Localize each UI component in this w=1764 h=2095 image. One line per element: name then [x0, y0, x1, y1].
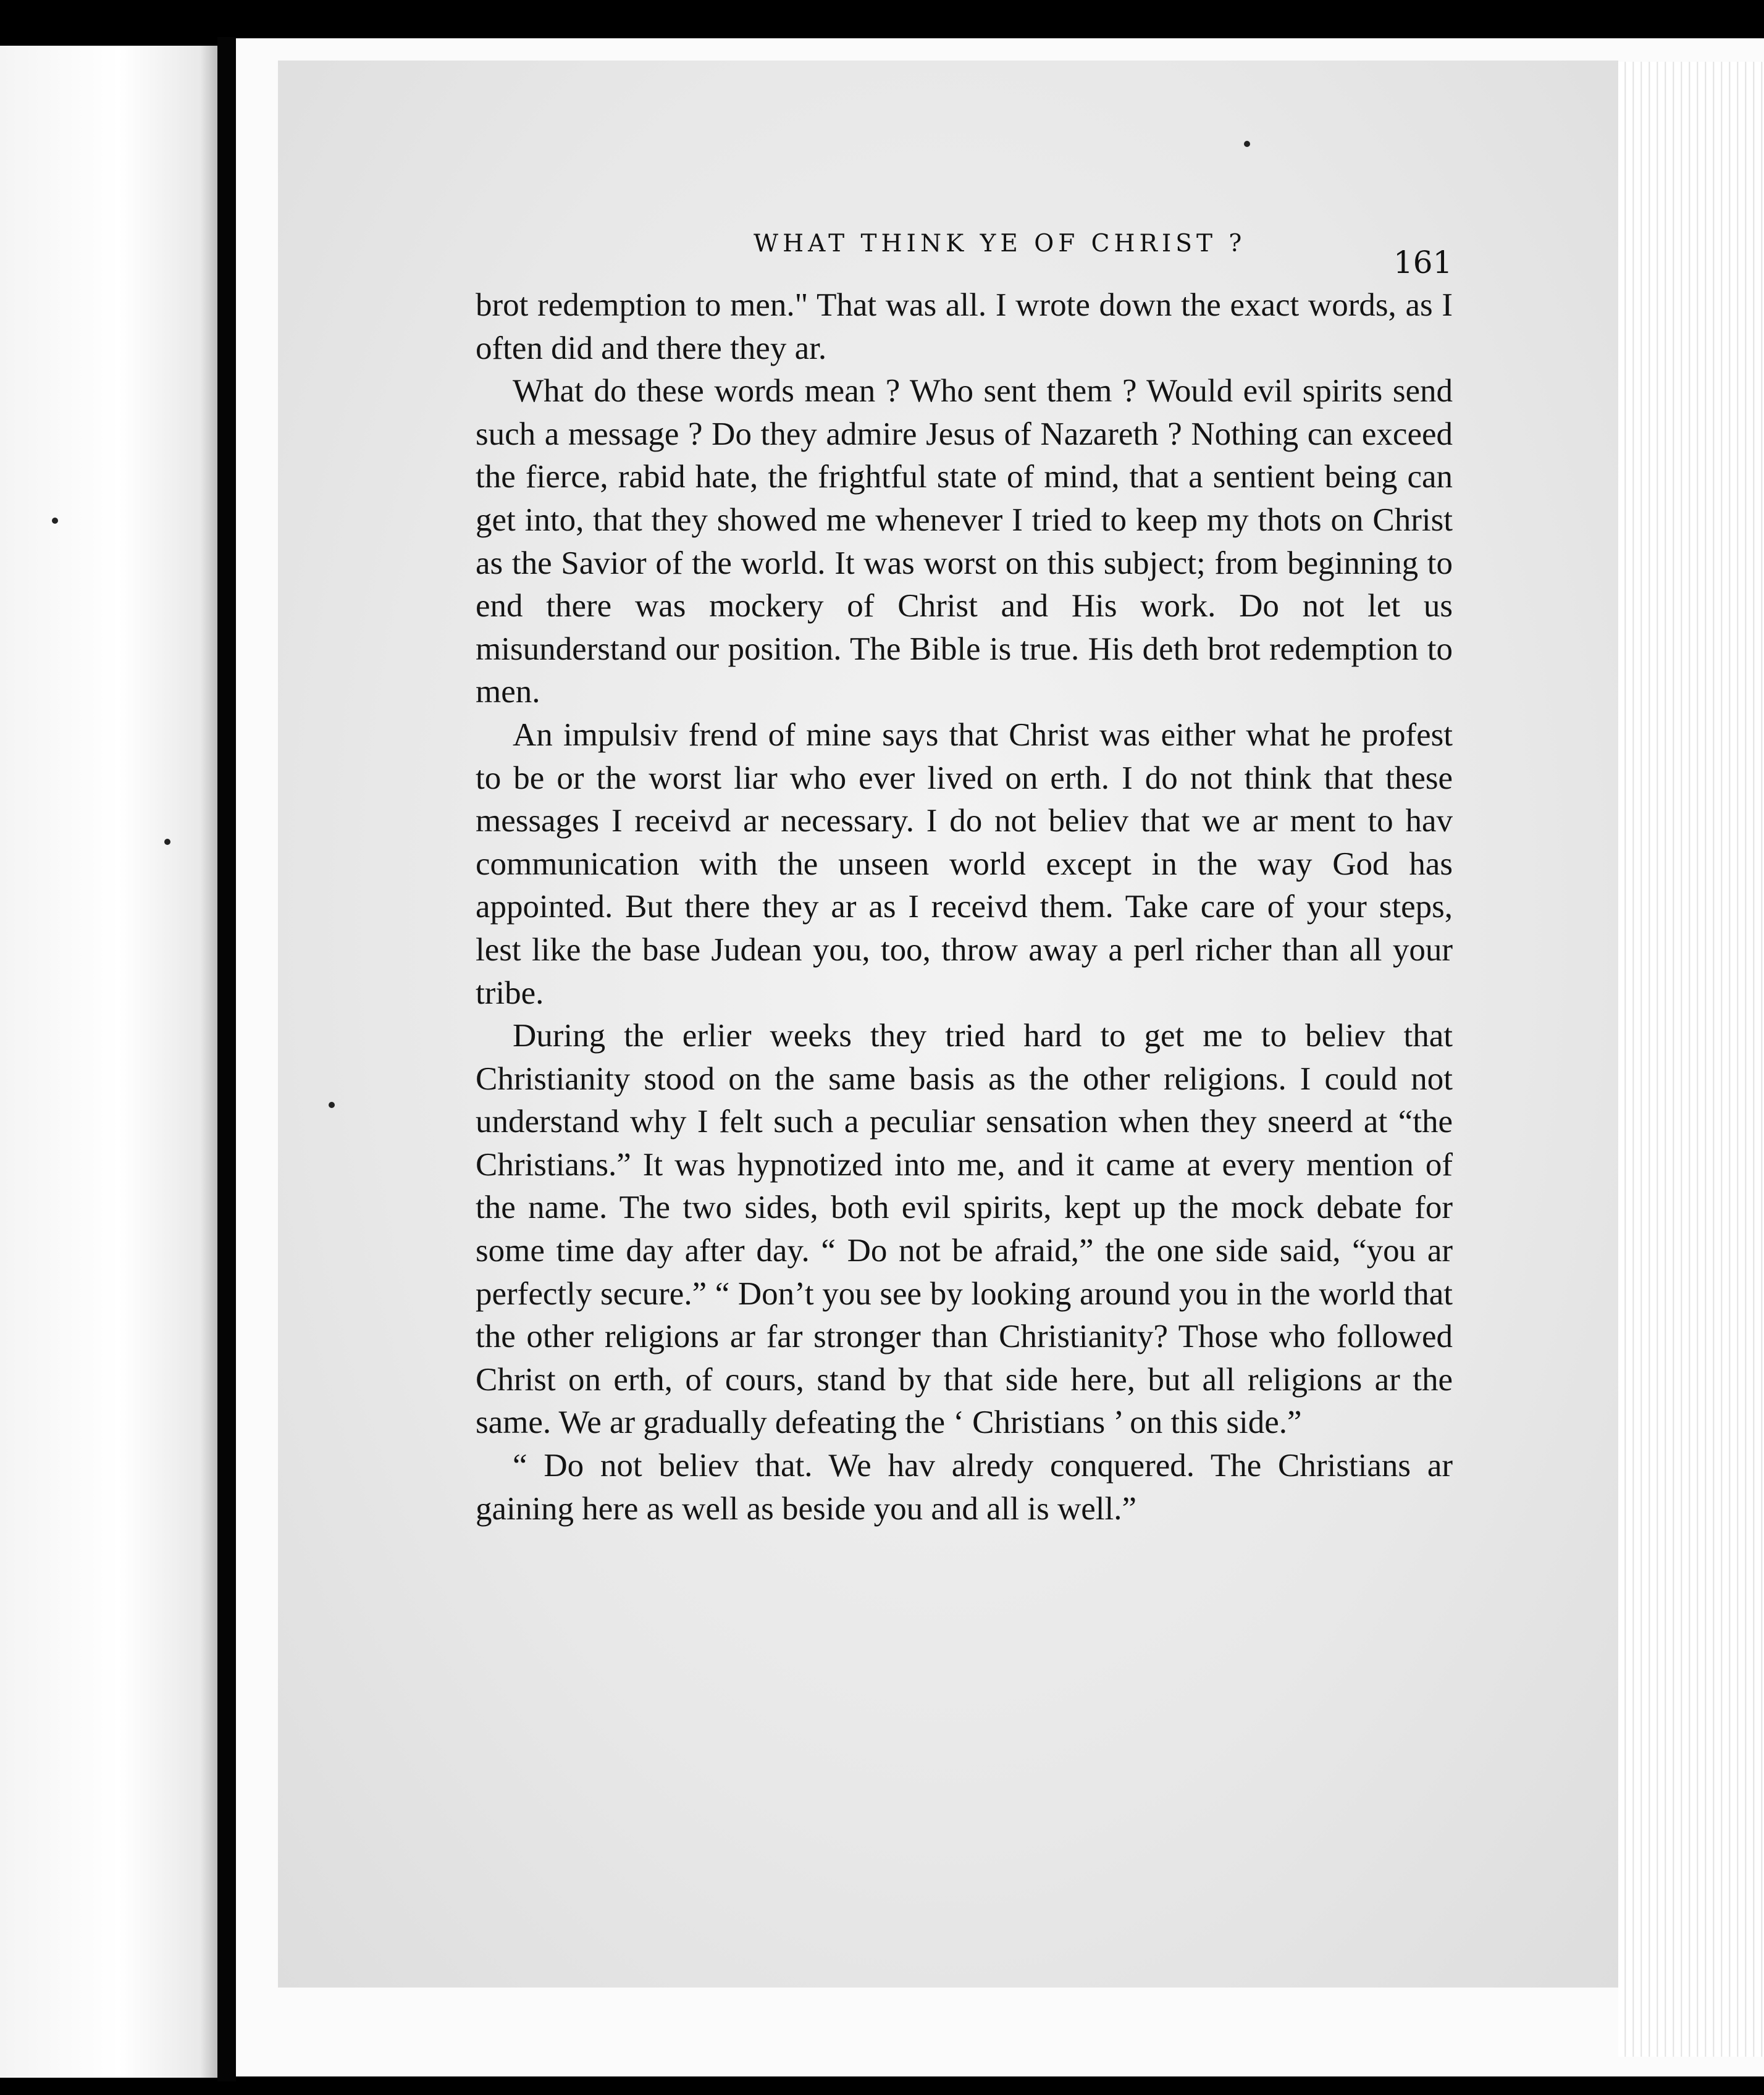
paragraph: “ Do not believ that. We hav alredy conquered. The Christians ar gaining here as well as beside you and all is well.” — [476, 1448, 1453, 1527]
page-edges — [1618, 62, 1764, 2057]
scan-speck — [329, 1102, 335, 1108]
left-page-edge — [0, 46, 217, 2078]
running-head: WHAT THINK YE OF CHRIST ? — [754, 230, 1246, 258]
scan-speck — [1244, 141, 1250, 147]
page-number: 161 — [1393, 245, 1453, 280]
scan-speck — [164, 839, 170, 845]
paragraph: brot redemption to men." That was all. I wrote down the exact words, as I often did and there they ar. — [476, 287, 1453, 366]
scan-speck — [52, 518, 58, 524]
body-text — [476, 284, 1453, 1865]
paragraph: During the erlier weeks they tried hard to get me to believ that Christianity stood on the same basis as the other religions. I could not understand why I felt such a peculiar sensation when they sneerd at “the Christians.” It was hypnotized into me, and it came at every mention of the name. The two sides, both evil spirits, kept up the mock debate for some time day after day. “ Do not be afraid,” the one side said, “you ar perfectly secure.” “ Don’t you see by looking around you in the world that the other religions ar far stronger than Christianity? Those who followed Christ on erth, of cours, stand by that side here, but all religions ar the same. We ar gradually defeating the ‘ Christians ’ on this side.” — [476, 1018, 1453, 1441]
book-gutter — [217, 37, 236, 2081]
paragraph: What do these words mean ? Who sent them ? Would evil spirits send such a message ? Do they admire Jesus of Nazareth ? Nothing can exceed the fierce, rabid hate, the frightful state of mind, that a sentient being can get into, that they showed me whenever I tried to keep my thots on Christ as the Savior of the world. It was worst on this subject; from beginning to end there was mockery of Christ and His work. Do not let us misunderstand our position. The Bible is true. His deth brot redemption to men. — [476, 373, 1453, 710]
paragraph: An impulsiv frend of mine says that Christ was either what he profest to be or the worst liar who ever lived on erth. I do not think that these messages I receivd ar necessary. I do not believ that we ar ment to hav communication with the unseen world except in the way God has appointed. But there they ar as I receivd them. Take care of your steps, lest like the base Judean you, too, throw away a perl richer than all your tribe. — [476, 716, 1453, 1011]
